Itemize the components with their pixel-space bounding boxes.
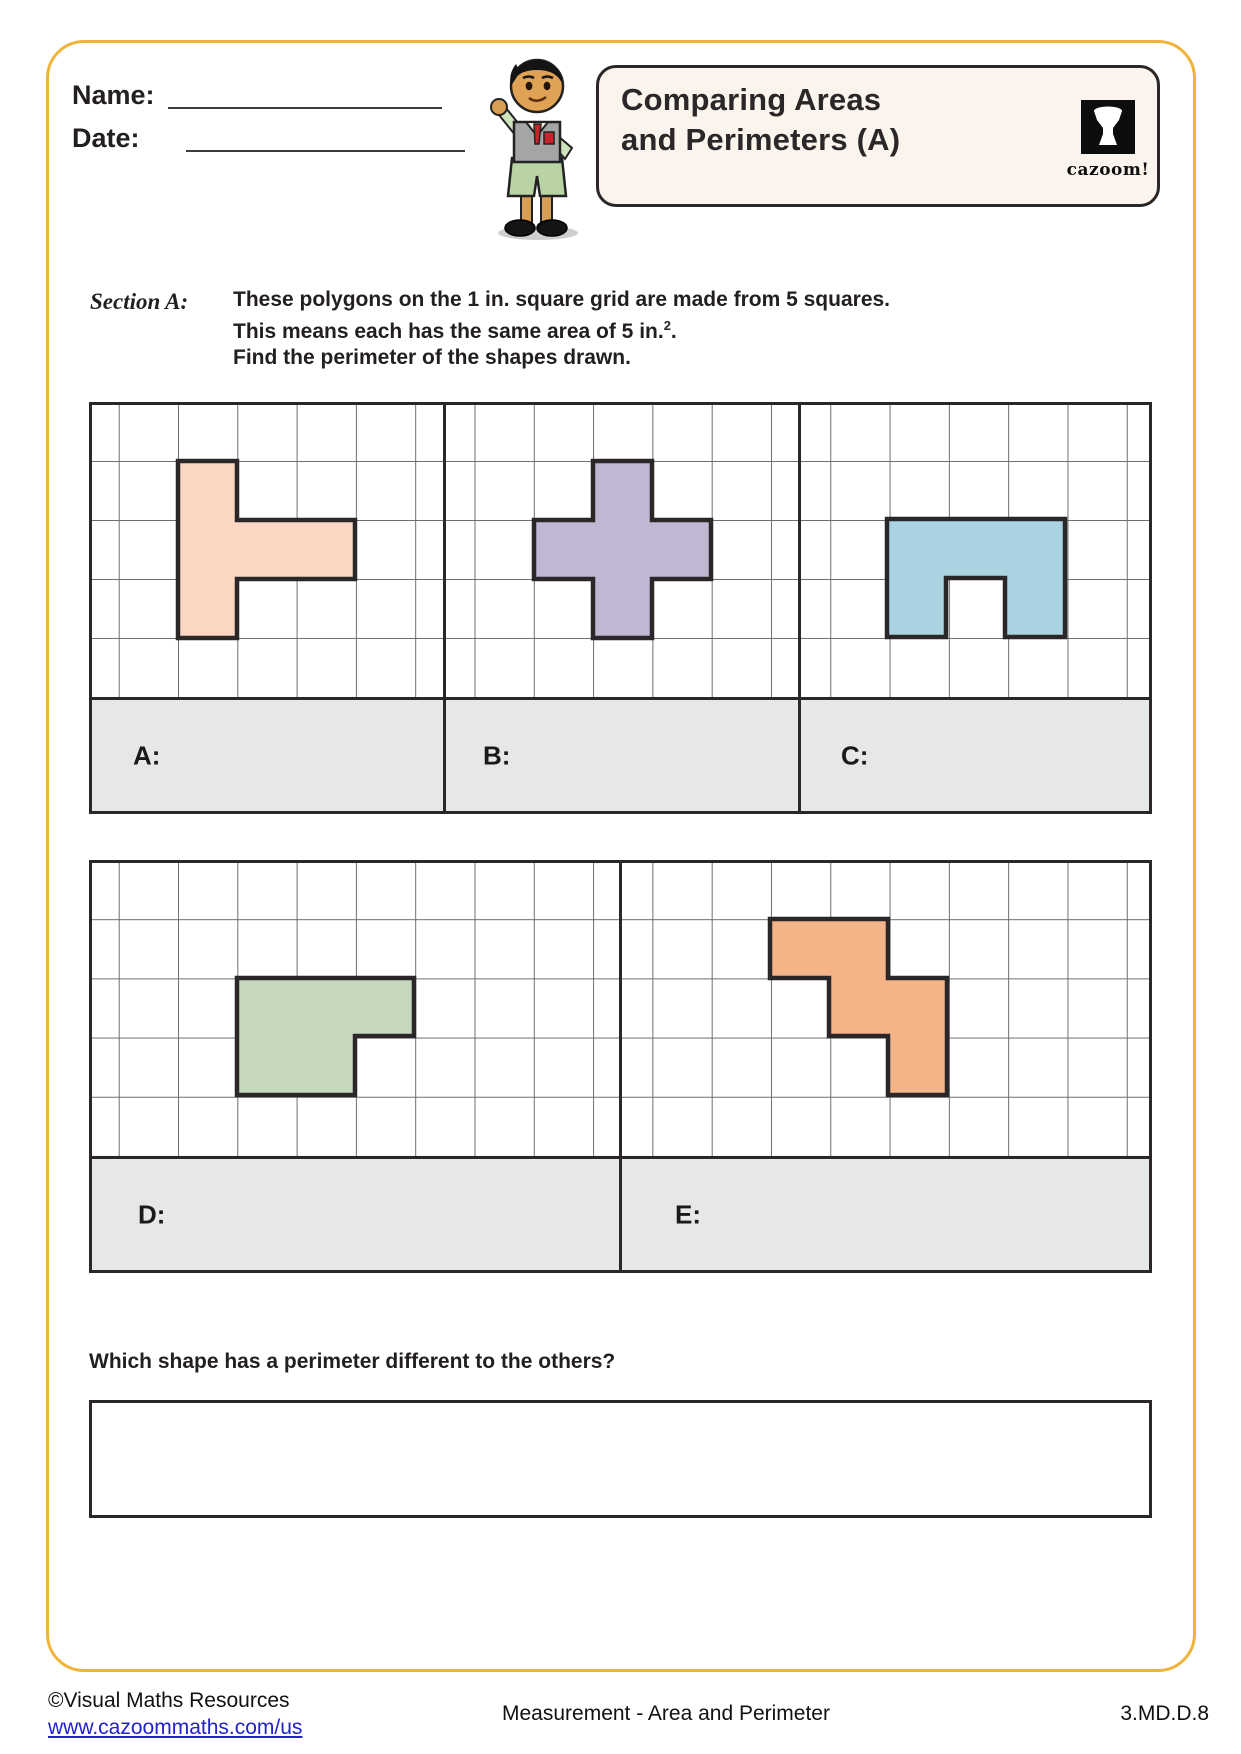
instruction-line-1: These polygons on the 1 in. square grid are made from 5 squares. <box>233 288 891 311</box>
boy-illustration <box>468 44 598 242</box>
panel-divider <box>798 405 801 811</box>
date-line <box>186 130 465 152</box>
footer-standard-code: 3.MD.D.8 <box>1120 1702 1209 1725</box>
section-a-label: Section A: <box>90 289 189 314</box>
pentomino-shape-E <box>770 919 947 1095</box>
title-line-2: and Perimeters (A) <box>621 122 901 157</box>
question-text: Which shape has a perimeter different to the others? <box>89 1350 616 1373</box>
question-answer-box <box>89 1400 1152 1518</box>
answer-label-a: A: <box>133 740 161 770</box>
instruction-line-3: Find the perimeter of the shapes drawn. <box>233 346 631 369</box>
cazoom-drum-icon <box>1081 100 1135 154</box>
pentomino-shape-A <box>178 461 355 638</box>
date-label: Date: <box>72 123 140 153</box>
panel-divider <box>619 863 622 1270</box>
grid-panel-de <box>89 860 1152 1273</box>
name-label: Name: <box>72 80 155 110</box>
answer-label-d: D: <box>138 1199 166 1229</box>
square-grid-abc <box>92 405 1149 697</box>
name-line <box>168 87 442 109</box>
pentomino-shapes-abc <box>92 405 1149 697</box>
footer-url <box>48 1716 302 1740</box>
grid-panel-abc <box>89 402 1152 814</box>
worksheet-title <box>621 80 900 160</box>
instruction-line-2: This means each has the same area of 5 in.$^2$. <box>233 318 677 343</box>
pentomino-shape-B <box>534 461 711 638</box>
answer-label-e: E: <box>675 1199 701 1229</box>
footer-url-link[interactable]: www.cazoommaths.com/us <box>48 1716 303 1739</box>
answer-strip-abc <box>92 697 1149 811</box>
pentomino-shape-C <box>887 519 1065 637</box>
footer-topic: Measurement - Area and Perimeter <box>502 1702 830 1725</box>
pentomino-shape-D <box>237 978 414 1095</box>
panel-divider <box>443 405 446 811</box>
answer-label-b: B: <box>483 740 511 770</box>
title-line-1: Comparing Areas <box>621 82 882 117</box>
section-a-instructions <box>233 287 890 371</box>
footer-copyright: ©Visual Maths Resources <box>48 1689 290 1712</box>
cazoom-logo <box>1056 100 1160 180</box>
answer-label-c: C: <box>841 740 869 770</box>
cazoom-logo-text: cazoom! <box>1066 160 1150 180</box>
